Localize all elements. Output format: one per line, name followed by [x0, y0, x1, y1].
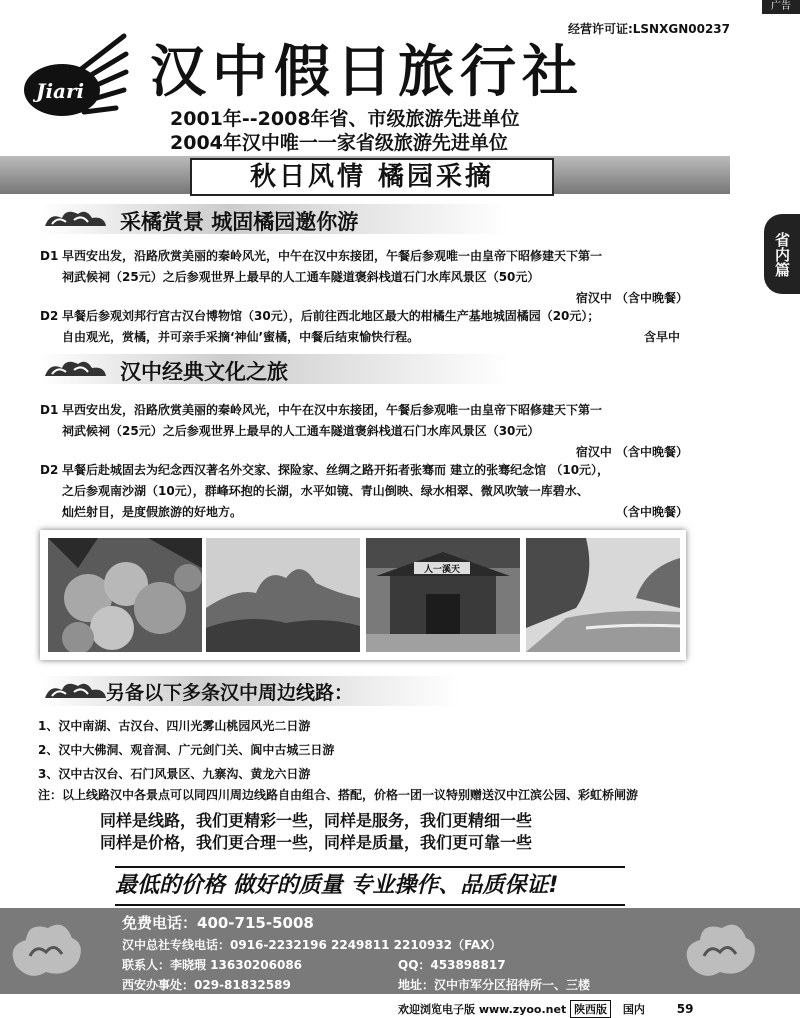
banner-title: 秋日风情 橘园采摘	[190, 158, 554, 196]
footer-text[interactable]: 欢迎浏览电子版 www.zyoo.net	[398, 1003, 567, 1016]
day-note: 宿汉中 （含中晚餐）	[575, 445, 688, 459]
cloud-ornament-left-icon	[6, 916, 86, 986]
temple-sign: 人一溪天	[423, 565, 461, 575]
tour2-title: 汉中经典文化之旅	[120, 360, 288, 384]
day-text: 祠武候祠（25元）之后参观世界上最早的人工通车隧道褒斜栈道石门水库风景区（50元）	[62, 270, 540, 284]
day-text: 之后参观南沙湖（10元），群峰环抱的长湖，水平如镜、青山倒映、绿水相翠、微风吹皱一库碧水、	[62, 484, 589, 498]
hq-phone: 汉中总社专线电话：0916-2232196 2249811 2210932（FAX）	[122, 938, 502, 952]
cloud-ornament-icon	[40, 204, 110, 234]
qq-number: QQ：453898817	[398, 958, 506, 972]
license-number: 经营许可证:LSNXGN00237	[567, 22, 730, 36]
day-label: D2	[40, 463, 59, 477]
day-text: 早餐后参观刘邦行宫古汉台博物馆（30元），后前往西北地区最大的柑橘生产基地城固橘园（20元）；	[62, 309, 600, 323]
photo-strip	[40, 530, 686, 660]
xian-office-phone: 西安办事处：029-81832589	[122, 978, 291, 992]
company-logo	[20, 26, 130, 126]
company-title: 汉中假日旅行社	[150, 39, 584, 105]
address: 地址：汉中市军分区招待所一、三楼	[398, 978, 591, 992]
honor-line-2: 2004年汉中唯一一家省级旅游先进单位	[170, 132, 508, 154]
extra-routes-title: 另备以下多条汉中周边线路：	[106, 682, 354, 704]
route-item: 3、汉中古汉台、石门风景区、九寨沟、黄龙六日游	[38, 767, 311, 781]
cloud-ornament-icon	[40, 676, 110, 706]
tour1-header	[40, 204, 510, 234]
slogan-line-1: 同样是线路，我们更精彩一些，同样是服务，我们更精细一些	[100, 811, 533, 830]
extra-routes-header	[40, 676, 460, 706]
day-note: 含早中	[643, 330, 680, 344]
quality-guarantee: 最低的价格 做好的质量 专业操作、品质保证!	[115, 866, 625, 906]
contact-panel	[0, 908, 800, 994]
oranges-photo	[48, 538, 202, 652]
day-note: （含中晚餐）	[615, 505, 688, 519]
tour2-day1	[40, 400, 700, 463]
hotline[interactable]: 免费电话：400-715-5008	[122, 914, 314, 932]
ad-tag: 广告	[762, 0, 800, 14]
tour1-title: 采橘赏景 城固橘园邀你游	[120, 210, 359, 234]
day-label: D1	[40, 403, 59, 417]
tour1-day2	[40, 306, 700, 348]
hills-photo	[206, 538, 360, 652]
tour2-header	[40, 354, 510, 384]
day-label: D2	[40, 309, 59, 323]
route-item: 1、汉中南湖、古汉台、四川光雾山桃园风光二日游	[38, 719, 311, 733]
contact-person: 联系人：李晓瑕 13630206086	[122, 958, 303, 972]
route-note: 注：以上线路汉中各景点可以同四川周边线路自由组合、搭配，价格一团一议特别赠送汉中江滨公园、彩虹桥闸游	[38, 788, 639, 802]
temple-photo	[366, 538, 520, 652]
cloud-ornament-right-icon	[680, 916, 760, 986]
day-note: 宿汉中 （含中晚餐）	[575, 291, 688, 305]
honor-line-1: 2001年--2008年省、市级旅游先进单位	[170, 108, 520, 130]
side-tab-province[interactable]: 省内篇	[764, 214, 800, 294]
cloud-ornament-icon	[40, 354, 110, 384]
slogan-line-2: 同样是价格，我们更合理一些，同样是质量，我们更可靠一些	[100, 833, 533, 852]
day-text: 灿烂射目，是度假旅游的好地方。	[62, 505, 243, 519]
footer-section: 国内	[622, 1003, 645, 1016]
route-item: 2、汉中大佛洞、观音洞、广元剑门关、阆中古城三日游	[38, 743, 335, 757]
day-text: 祠武候祠（25元）之后参观世界上最早的人工通车隧道褒斜栈道石门水库风景区（30元）	[62, 424, 540, 438]
logo-text: Jiari	[36, 79, 85, 103]
day-text: 早西安出发，沿路欣赏美丽的秦岭风光，中午在汉中东接团，午餐后参观唯一由皇帝下昭修建天下第一	[62, 249, 603, 263]
river-valley-photo	[526, 538, 680, 652]
day-label: D1	[40, 249, 59, 263]
footer	[398, 1000, 693, 1018]
page-number: 59	[676, 1002, 694, 1016]
footer-edition: 陕西版	[570, 1000, 611, 1018]
day-text: 早餐后赴城固去为纪念西汉著名外交家、探险家、丝绸之路开拓者张骞而 建立的张骞纪念馆 （10元），	[62, 463, 610, 477]
day-text: 早西安出发，沿路欣赏美丽的秦岭风光，中午在汉中东接团，午餐后参观唯一由皇帝下昭修建天下第一	[62, 403, 603, 417]
day-text: 自由观光，赏橘，并可亲手采摘‘神仙’蜜橘，中餐后结束愉快行程。	[62, 330, 420, 344]
tour1-day1	[40, 246, 700, 309]
tour2-day2	[40, 460, 700, 523]
